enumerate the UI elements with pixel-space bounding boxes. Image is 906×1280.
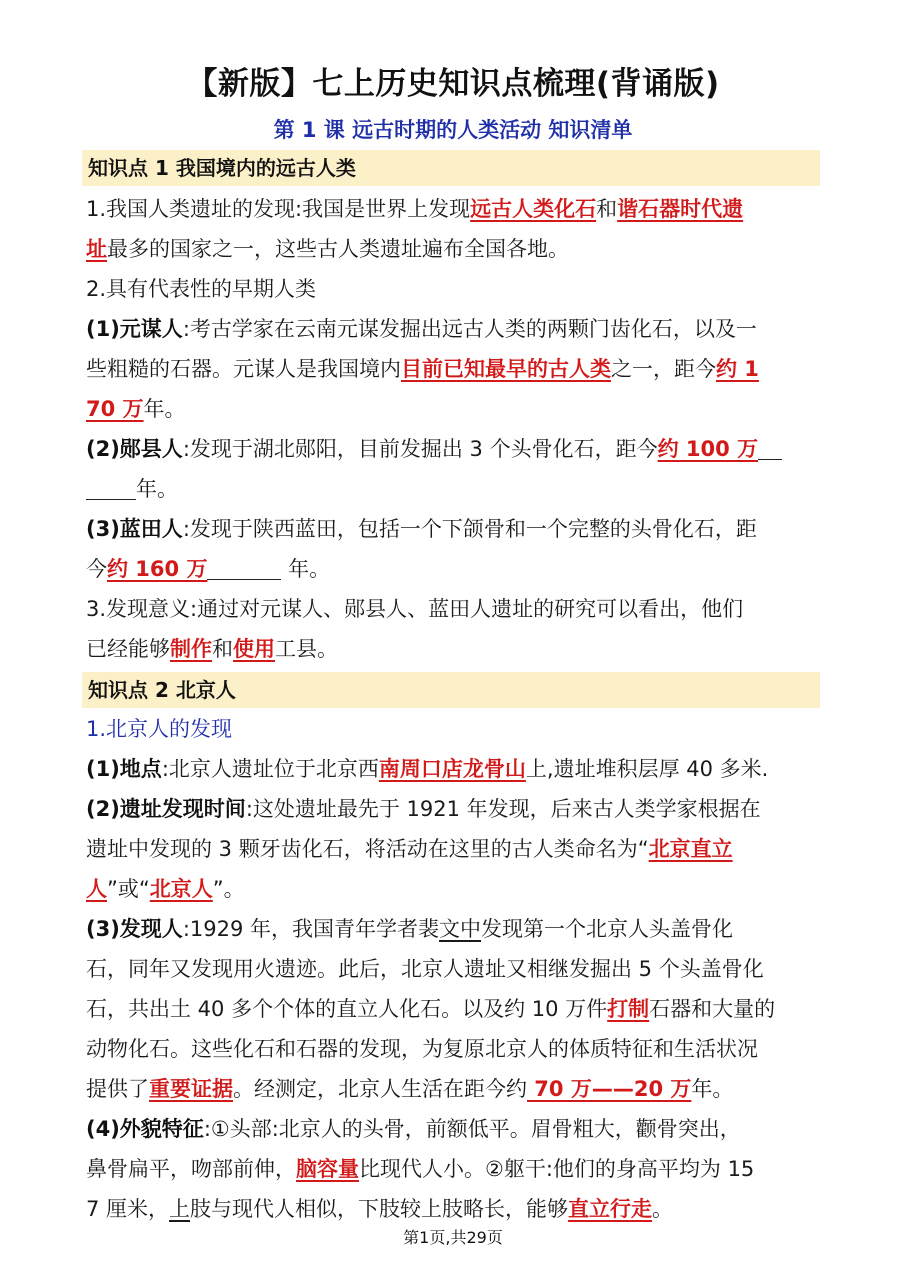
paragraph-line: 鼻骨扁平，吻部前伸，脑容量比现代人小。②躯干:他们的身高平均为 15 <box>86 1157 755 1181</box>
section-heading-2: 知识点 2 北京人 <box>82 672 820 708</box>
paragraph-line: (3)发现人:1929 年，我国青年学者裴文中发现第一个北京人头盖骨化 <box>86 917 734 941</box>
paragraph-line: (3)蓝田人:发现于陕西蓝田，包括一个下颌骨和一个完整的头骨化石，距 <box>86 517 757 541</box>
key-term: 约 160 万 <box>107 557 208 581</box>
key-term: 远古人类化石 <box>470 197 597 221</box>
paragraph-line: (2)郧县人:发现于湖北郧阳，目前发掘出 3 个头骨化石，距今约 100 万 <box>86 429 826 469</box>
key-term: 脑容量 <box>296 1157 359 1181</box>
key-term: 70 万——20 万 <box>527 1077 692 1101</box>
term-label: (3)蓝田人 <box>86 517 183 541</box>
subheading: 1.北京人的发现 <box>86 717 233 741</box>
fill-blank <box>758 433 782 460</box>
key-term: 南周口店龙骨山 <box>378 757 526 781</box>
term-label: (1)元谋人 <box>86 317 183 341</box>
term-label: (1)地点 <box>86 757 162 781</box>
page-title: 【新版】七上历史知识点梳理(背诵版) <box>186 66 720 102</box>
paragraph-line: (1)地点:北京人遗址位于北京西南周口店龙骨山上,遗址堆积层厚 40 多米. <box>86 757 769 781</box>
paragraph-line: 动物化石。这些化石和石器的发现，为复原北京人的体质特征和生活状况 <box>86 1037 758 1061</box>
section-heading-1: 知识点 1 我国境内的远古人类 <box>82 150 820 186</box>
key-term: 谐石器时代遗 <box>617 197 744 221</box>
key-term: 北京直立 <box>648 837 733 861</box>
paragraph-line: (1)元谋人:考古学家在云南元谋发掘出远古人类的两颗门齿化石，以及一 <box>86 317 757 341</box>
paragraph-line: 提供了重要证据。经测定，北京人生活在距今约 70 万——20 万年。 <box>86 1077 734 1101</box>
key-term: 约 1 <box>716 357 759 381</box>
paragraph-line: 遗址中发现的 3 颗牙齿化石，将活动在这里的古人类命名为“北京直立 <box>86 837 733 861</box>
paragraph-line: 70 万年。 <box>86 397 186 421</box>
paragraph-line: 今约 160 万 年。 <box>86 549 826 589</box>
lesson-subtitle: 第 1 课 远古时期的人类活动 知识清单 <box>273 118 633 142</box>
key-term: 北京人 <box>149 877 213 901</box>
paragraph-line: (2)遗址发现时间:这处遗址最先于 1921 年发现，后来古人类学家根据在 <box>86 797 761 821</box>
paragraph-line: 2.具有代表性的早期人类 <box>86 277 317 301</box>
fill-blank <box>207 553 281 580</box>
key-term: 打制 <box>607 997 650 1021</box>
paragraph-line: 3.发现意义:通过对元谋人、郧县人、蓝田人遗址的研究可以看出，他们 <box>86 597 744 621</box>
term-label: (3)发现人 <box>86 917 183 941</box>
underlined-text: 上 <box>169 1197 191 1221</box>
paragraph-line: 年。 <box>86 469 826 509</box>
key-term: 约 100 万 <box>657 437 759 461</box>
key-term: 直立行走 <box>568 1197 653 1221</box>
term-label: (4)外貌特征 <box>86 1117 204 1141</box>
key-term: 制作 <box>170 637 212 661</box>
key-term: 重要证据 <box>149 1077 233 1101</box>
paragraph-line: 石，同年又发现用火遗迹。此后，北京人遗址又相继发掘出 5 个头盖骨化 <box>86 957 764 981</box>
paragraph-line: 石，共出土 40 多个个体的直立人化石。以及约 10 万件打制石器和大量的 <box>86 997 776 1021</box>
key-term: 人 <box>86 877 107 901</box>
underlined-text: 文中 <box>439 917 482 941</box>
key-term: 70 万 <box>86 397 144 421</box>
term-label: (2)郧县人 <box>86 437 183 461</box>
paragraph-line: 人”或“北京人”。 <box>86 877 245 901</box>
paragraph-line: 7 厘米，上肢与现代人相似，下肢较上肢略长，能够直立行走。 <box>86 1197 674 1221</box>
paragraph-line: 已经能够制作和使用工县。 <box>86 637 338 661</box>
key-term: 使用 <box>233 637 275 661</box>
key-term: 址 <box>86 237 107 261</box>
paragraph-line: 1.我国人类遗址的发现:我国是世界上发现远古人类化石和谐石器时代遗 <box>86 197 744 221</box>
fill-blank <box>86 473 136 500</box>
paragraph-line: 址最多的国家之一，这些古人类遗址遍布全国各地。 <box>86 237 569 261</box>
paragraph-line: (4)外貌特征:①头部:北京人的头骨，前额低平。眉骨粗大，颧骨突出， <box>86 1117 741 1141</box>
key-term: 目前已知最早的古人类 <box>401 357 611 381</box>
term-label: (2)遗址发现时间 <box>86 797 246 821</box>
page-number: 第1页,共29页 <box>403 1228 503 1247</box>
paragraph-line: 些粗糙的石器。元谋人是我国境内目前已知最早的古人类之一，距今约 1 <box>86 357 759 381</box>
